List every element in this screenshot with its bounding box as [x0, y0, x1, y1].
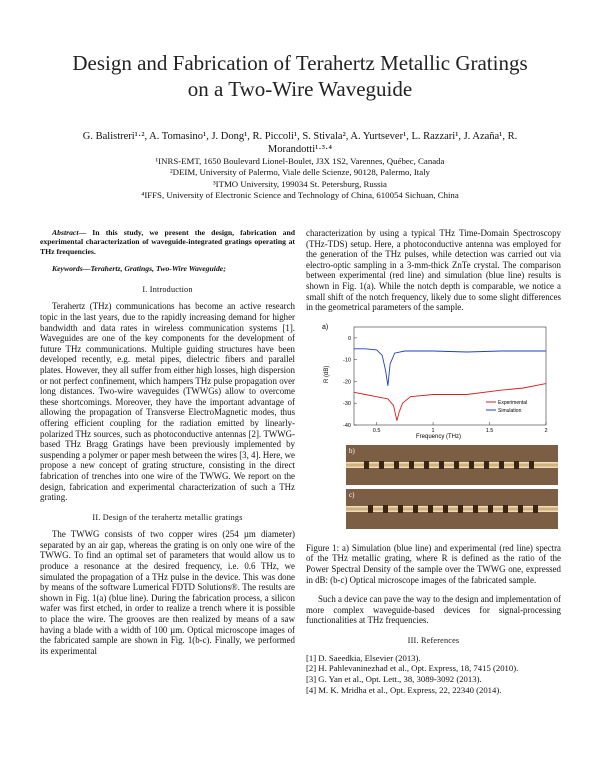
abstract-label: Abstract [52, 228, 79, 237]
groove-mark [518, 505, 523, 513]
wire-image [346, 506, 558, 512]
panel-c-label: c) [349, 490, 355, 499]
groove-mark [443, 505, 448, 513]
affiliation: ⁴IFFS, University of Electronic Science and Technology of China, 610054 Sichuan, China [141, 190, 459, 201]
title-line-1: Design and Fabrication of Terahertz Metallic Gratings [72, 51, 528, 75]
groove-mark [439, 461, 444, 469]
groove-mark [394, 461, 399, 469]
reference-item: [3] G. Yan et al., Opt. Lett., 38, 3089-3092 (2013). [306, 674, 482, 685]
y-tick-label: 0 [347, 335, 351, 342]
microscope-image-b [346, 445, 558, 485]
groove-mark [484, 461, 489, 469]
groove-mark [458, 505, 463, 513]
left-column [40, 228, 295, 656]
affiliation: ²DEIM, University of Palermo, Viale delle Scienze, 90128, Palermo, Italy [170, 167, 430, 178]
y-tick-label: -20 [343, 379, 351, 386]
groove-mark [473, 505, 478, 513]
authors-line-2: Morandotti¹·³·⁴ [267, 144, 333, 155]
panel-b-label: b) [349, 446, 355, 455]
paper-title [20, 50, 580, 102]
author-list [60, 130, 540, 156]
y-tick-label: -30 [343, 400, 351, 407]
microscope-image-c [346, 489, 558, 529]
x-tick-label: 1 [431, 427, 435, 434]
figure-caption: Figure 1: a) Simulation (blue line) and experimental (red line) spectra of the THz metallic grating, where R is defined as the ratio of the Power Spectral Density of the sample over the TWWG one, expressed in dB: (b-c) Optical microscope images of the fabricated sample. [306, 542, 561, 585]
legend-experimental: Experimental [498, 399, 528, 406]
groove-mark [368, 505, 373, 513]
reference-item: [1] D. Saeedkia, Elsevier (2013). [306, 652, 421, 663]
microscope-images [346, 445, 558, 531]
groove-mark [533, 505, 538, 513]
groove-mark [499, 461, 504, 469]
plot-legend [486, 400, 527, 414]
groove-mark [488, 505, 493, 513]
affiliation: ³ITMO University, 199034 St. Petersburg, Russia [213, 178, 387, 189]
groove-mark [413, 505, 418, 513]
abstract [40, 228, 295, 256]
x-tick-label: 1.5 [485, 427, 494, 434]
groove-mark [383, 505, 388, 513]
groove-mark [454, 461, 459, 469]
section-heading-references: III. References [407, 635, 460, 645]
keywords: Keywords—Terahertz, Gratings, Two-Wire Waveguide; [52, 264, 226, 274]
groove-mark [514, 461, 519, 469]
affiliation: ¹INRS-EMT, 1650 Boulevard Lionel-Boulet, J3X 1S2, Varennes, Québec, Canada [155, 156, 445, 166]
groove-mark [424, 461, 429, 469]
section-heading-introduction: I. Introduction [142, 284, 193, 294]
groove-mark [364, 461, 369, 469]
right-column [306, 228, 561, 696]
design-paragraph: The TWWG consists of two copper wires (254 µm diameter) separated by an air gap, whereas the grating is on only one wire of the TWWG. To find an optimal set of parameters that would allow us to produce a resonance at the desired frequency, i.e. 0.6 THz, we simulated the propagation of a THz pulse in the device. This was done by means of the software Lumerical FDTD Solutions®. The results are shown in Fig. 1(a) (blue line). During the fabrication process, a silicon wafer was first etched, in order to realize a trench where it is possible to place the wire. The grooves are then realized by means of a saw having a blade with a width of 100 µm. Optical microscope images of the fabricated sample are shown in Fig. 1(b-c). Finally, we performed its experimental [40, 529, 295, 656]
legend-simulation: Simulation [498, 407, 522, 414]
outlook-paragraph: Such a device can pave the way to the design and implementation of more complex waveguide-based devices for signal-processing functionalities at THz frequencies. [306, 594, 561, 626]
affiliations [60, 156, 540, 202]
groove-mark [503, 505, 508, 513]
introduction-paragraph: Terahertz (THz) communications has become an active research topic in the last years, due to the rapidly increasing demand for higher bandwidth and data rates in wireless communication systems [1]. Waveguides are one of the key components for the development of future THz communications. Multiple guiding structures have been developed recently, e.g. metal pipes, dielectric fibers and parallel plates. However, they all suffer from either high losses, high dispersion or not perfect confinement, which hampers THz pulse propagation over long distances. Two-wire waveguides (TWWGs) allow to overcome these shortcomings. Moreover, they have the important advantage of allowing the propagation of Transverse ElectroMagnetic modes, thus offering efficient coupling for the radiation emitted by linearly-polarized THz sources, such as photoconductive antennas [2]. TWWG-based THz Bragg Gratings have been previously implemented by suspending a polymer or paper mesh between the wires [3, 4]. Here, we propose a new concept of grating structure, consisting in the direct fabrication of trenches into one wire of the TWWG. We report on the design, fabrication and experimental characterization of such a THz grating. [40, 301, 295, 503]
reference-item: [2] H. Pahlevaninezhad et al., Opt. Express, 18, 7415 (2010). [306, 663, 519, 674]
title-line-2: on a Two-Wire Waveguide [187, 77, 413, 101]
groove-mark [469, 461, 474, 469]
abstract-text: — In this study, we present the design, fabrication and experimental characterization of waveguide-integrated gratings operating at THz frequencies. [40, 228, 295, 256]
groove-mark [428, 505, 433, 513]
characterization-paragraph: characterization by using a typical THz Time-Domain Spectroscopy (THz-TDS) setup. Here, a photoconductive antenna was employed for the generation of the THz pulses, while detection was carried out via electro-optic sampling in a 3-mm-thick ZnTe crystal. The comparison between experimental (red line) and simulation (blue line) results is shown in Fig. 1(a). While the notch depth is comparable, we notice a small shift of the notch frequency, likely due to some slight differences in the geometrical parameters of the sample. [306, 228, 561, 313]
spectrum-plot [320, 319, 560, 441]
x-tick-label: 2 [544, 427, 548, 434]
groove-mark [529, 461, 534, 469]
y-axis-label: R (dB) [324, 365, 330, 383]
y-tick-label: -40 [343, 422, 351, 429]
figure-1 [306, 319, 561, 531]
x-axis-label: Frequency (THz) [416, 433, 462, 440]
reference-list [306, 653, 561, 696]
x-tick-label: 0.5 [372, 427, 381, 434]
wire-image [346, 462, 558, 468]
y-tick-label: -10 [343, 357, 351, 364]
reference-item: [4] M. K. Mridha et al., Opt. Express, 22, 22340 (2014). [306, 684, 502, 695]
groove-mark [379, 461, 384, 469]
groove-mark [409, 461, 414, 469]
series-line-simulation [354, 349, 546, 386]
section-heading-design: II. Design of the terahertz metallic gratings [92, 512, 243, 522]
authors-line-1: G. Balistreri¹·², A. Tomasino¹, J. Dong¹, R. Piccoli¹, S. Stivala², A. Yurtsever¹, L. Razzari¹, J. Azaña¹, R. [82, 131, 518, 142]
panel-a-label: a) [322, 323, 329, 331]
groove-mark [398, 505, 403, 513]
plot-axes [343, 327, 547, 434]
